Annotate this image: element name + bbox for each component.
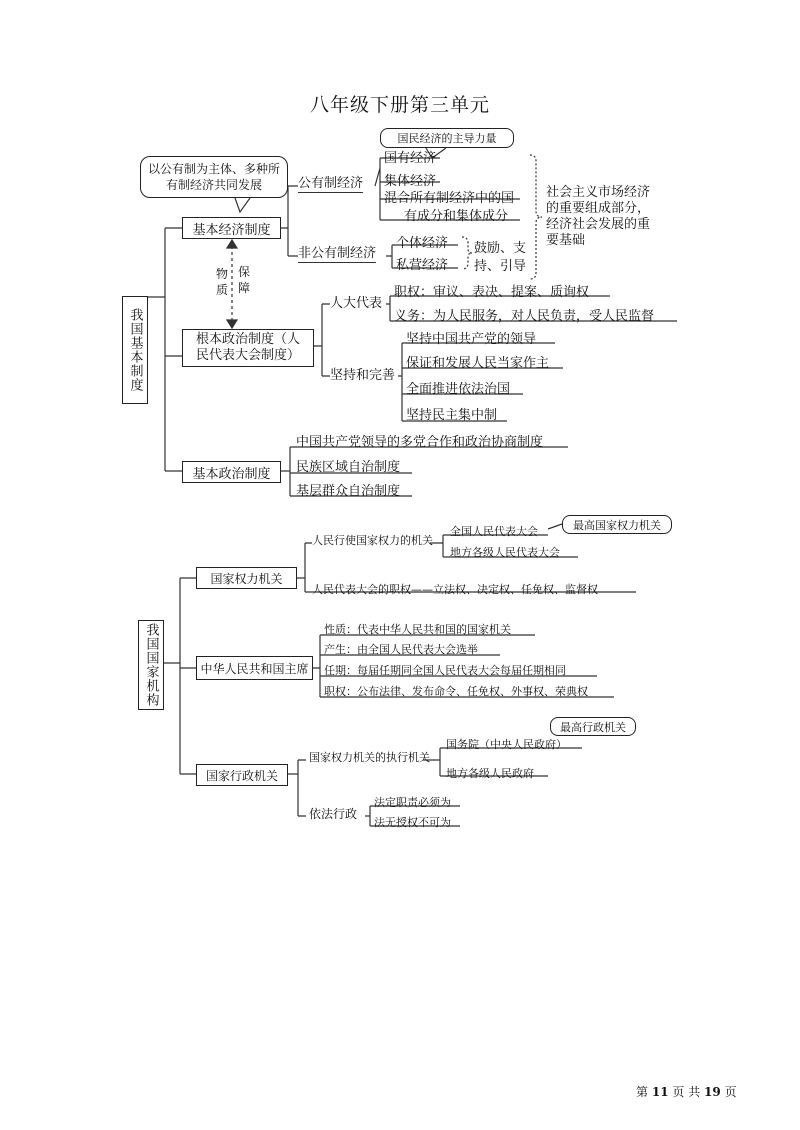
item-no-authorization: 法无授权不可为 bbox=[374, 816, 451, 829]
footer-total-pages: 19 bbox=[704, 1085, 721, 1099]
item-mixed-economy-line2: 有成分和集体成分 bbox=[404, 209, 509, 224]
item-power-organ-desc: 人民行使国家权力的机关 bbox=[312, 534, 433, 547]
fundamental-political-line1: 根本政治制度（人 bbox=[195, 332, 300, 347]
footer-page-number: 11 bbox=[651, 1085, 669, 1099]
page-title: 八年级下册第三单元 bbox=[310, 94, 491, 116]
item-rule-of-law: 全面推进依法治国 bbox=[406, 382, 511, 397]
callout-supreme-admin: 最高行政机关 bbox=[550, 717, 636, 736]
item-democratic-centralism: 坚持民主集中制 bbox=[406, 408, 498, 423]
footer-post: 页 bbox=[724, 1085, 737, 1099]
label-material-1: 物 bbox=[216, 267, 229, 281]
item-npc-powers: 人民代表大会的职权——立法权、决定权、任免权、监督权 bbox=[312, 583, 598, 596]
note-market-line2: 的重要组成部分， bbox=[546, 201, 651, 216]
note-market-line1: 社会主义市场经济 bbox=[546, 185, 651, 200]
item-president-nature: 性质：代表中华人民共和国的国家机关 bbox=[324, 623, 511, 636]
label-guarantee-2: 障 bbox=[238, 281, 251, 295]
footer-pre: 第 bbox=[636, 1085, 649, 1099]
label-lawful-admin: 依法行政 bbox=[309, 807, 358, 821]
note-market-line3: 经济社会发展的重 bbox=[546, 217, 651, 232]
item-local-government: 地方各级人民政府 bbox=[446, 767, 534, 780]
box-basic-economic-system: 基本经济制度 bbox=[182, 217, 281, 239]
item-deputy-powers: 职权：审议、表决、提案、质询权 bbox=[394, 285, 590, 300]
item-grassroots-autonomy: 基层群众自治制度 bbox=[296, 484, 401, 499]
note-encourage-line2: 持、引导 bbox=[474, 259, 527, 274]
callout-supreme-power: 最高国家权力机关 bbox=[562, 515, 672, 534]
item-executive-organ: 国家权力机关的执行机关 bbox=[309, 751, 430, 764]
item-president-term: 任期：每届任期同全国人民代表大会每届任期相同 bbox=[324, 664, 566, 677]
box-state-power-organ: 国家权力机关 bbox=[196, 567, 297, 589]
item-individual-economy: 个体经济 bbox=[396, 236, 449, 251]
item-deputy-duties: 义务：为人民服务，对人民负责，受人民监督 bbox=[394, 309, 655, 324]
item-statutory-duty: 法定职责必须为 bbox=[374, 796, 451, 809]
box-state-president: 中华人民共和国主席 bbox=[196, 656, 313, 680]
root-box-basic-systems: 我国基本制度 bbox=[122, 296, 148, 404]
box-state-administrative-organ: 国家行政机关 bbox=[196, 764, 288, 786]
item-collective-economy: 集体经济 bbox=[384, 174, 437, 189]
item-private-economy: 私营经济 bbox=[396, 258, 449, 273]
page-footer bbox=[636, 1086, 737, 1098]
fundamental-political-line2: 民代表大会制度） bbox=[195, 348, 300, 363]
callout-state-economy: 国民经济的主导力量 bbox=[380, 128, 514, 148]
note-encourage-line1: 鼓励、支 bbox=[474, 241, 527, 256]
label-adhere-improve: 坚持和完善 bbox=[330, 368, 396, 383]
label-deputies: 人大代表 bbox=[330, 296, 383, 311]
root-box-state-organs: 我国国家机构 bbox=[138, 620, 164, 710]
box-basic-political-system: 基本政治制度 bbox=[182, 461, 281, 483]
label-guarantee-1: 保 bbox=[238, 265, 251, 279]
item-npc: 全国人民代表大会 bbox=[450, 525, 538, 538]
item-regional-autonomy: 民族区域自治制度 bbox=[296, 460, 401, 475]
item-party-leadership: 坚持中国共产党的领导 bbox=[406, 332, 537, 347]
label-public-economy: 公有制经济 bbox=[298, 176, 364, 191]
callout-ownership: 以公有制为主体、多种所有制经济共同发展 bbox=[140, 156, 288, 198]
label-nonpublic-economy: 非公有制经济 bbox=[298, 246, 377, 261]
item-state-economy: 国有经济 bbox=[384, 151, 437, 166]
item-multiparty-cooperation: 中国共产党领导的多党合作和政治协商制度 bbox=[296, 435, 544, 450]
item-mixed-economy-line1: 混合所有制经济中的国 bbox=[384, 191, 515, 206]
item-president-election: 产生：由全国人民代表大会选举 bbox=[324, 643, 478, 656]
item-state-council: 国务院（中央人民政府） bbox=[446, 738, 567, 751]
item-local-congress: 地方各级人民代表大会 bbox=[450, 546, 560, 559]
footer-mid: 页 共 bbox=[672, 1085, 701, 1099]
item-president-powers: 职权：公布法律、发布命令、任免权、外事权、荣典权 bbox=[324, 685, 588, 698]
box-fundamental-political-system bbox=[182, 329, 314, 367]
label-material-2: 质 bbox=[216, 283, 229, 297]
note-market-line4: 要基础 bbox=[546, 233, 586, 248]
item-people-masters: 保证和发展人民当家作主 bbox=[406, 356, 550, 371]
